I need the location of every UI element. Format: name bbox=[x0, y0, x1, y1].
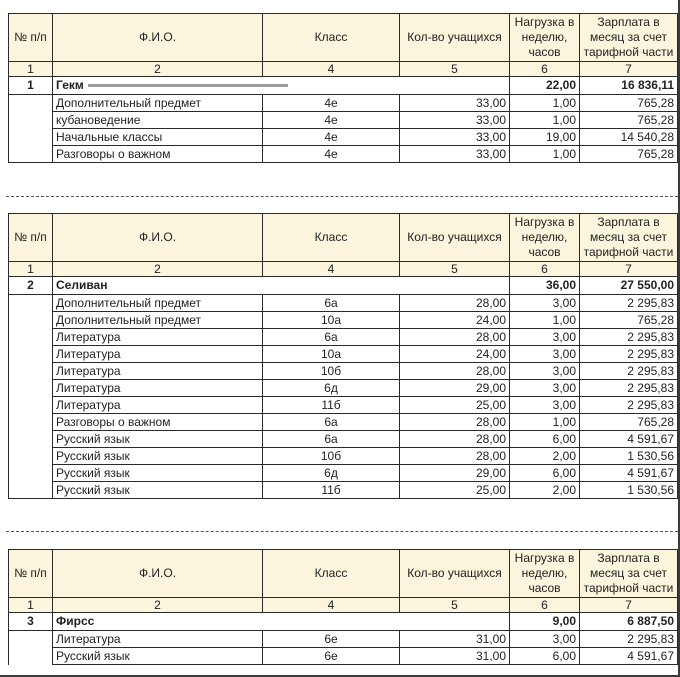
load: 6,00 bbox=[510, 431, 580, 448]
students: 28,00 bbox=[400, 363, 510, 380]
load: 1,00 bbox=[510, 95, 580, 112]
klass: 6а bbox=[263, 414, 400, 431]
header-load: Нагрузка в неделю, часов bbox=[510, 14, 580, 62]
load: 3,00 bbox=[510, 346, 580, 363]
subject: Литература bbox=[53, 346, 263, 363]
table-row bbox=[9, 312, 678, 329]
salary: 765,28 bbox=[580, 146, 678, 163]
salary: 4 591,67 bbox=[580, 431, 678, 448]
teacher-total-salary: 27 550,00 bbox=[580, 277, 678, 295]
klass: 10б bbox=[263, 448, 400, 465]
subject: Начальные классы bbox=[53, 129, 263, 146]
colnum: 2 bbox=[53, 262, 263, 277]
klass: 6а bbox=[263, 431, 400, 448]
table-row bbox=[9, 129, 678, 146]
load: 6,00 bbox=[510, 465, 580, 482]
column-number-row bbox=[9, 262, 678, 277]
table-row bbox=[9, 448, 678, 465]
colnum: 5 bbox=[400, 598, 510, 613]
column-number-row bbox=[9, 62, 678, 77]
klass: 4е bbox=[263, 146, 400, 163]
klass: 4е bbox=[263, 129, 400, 146]
header-fio: Ф.И.О. bbox=[53, 550, 263, 598]
header-klass: Класс bbox=[263, 14, 400, 62]
students: 31,00 bbox=[400, 631, 510, 648]
table-row bbox=[9, 431, 678, 448]
load: 1,00 bbox=[510, 112, 580, 129]
salary-table-1 bbox=[8, 13, 678, 163]
teacher-summary-row bbox=[9, 613, 678, 631]
subject: Русский язык bbox=[53, 482, 263, 499]
table-row bbox=[9, 631, 678, 648]
table-row bbox=[9, 482, 678, 499]
load: 3,00 bbox=[510, 295, 580, 312]
salary: 2 295,83 bbox=[580, 363, 678, 380]
teacher-summary-row bbox=[9, 277, 678, 295]
load: 19,00 bbox=[510, 129, 580, 146]
table-row bbox=[9, 295, 678, 312]
salary: 765,28 bbox=[580, 414, 678, 431]
table-body bbox=[9, 62, 678, 163]
table-row bbox=[9, 465, 678, 482]
teacher-name: Селиван bbox=[56, 278, 108, 292]
students: 31,00 bbox=[400, 648, 510, 665]
students: 28,00 bbox=[400, 448, 510, 465]
teacher-block-3 bbox=[8, 549, 677, 665]
colnum: 6 bbox=[510, 262, 580, 277]
students: 33,00 bbox=[400, 146, 510, 163]
header-klass: Класс bbox=[263, 550, 400, 598]
students: 28,00 bbox=[400, 329, 510, 346]
colnum: 6 bbox=[510, 62, 580, 77]
students: 25,00 bbox=[400, 397, 510, 414]
colnum: 1 bbox=[9, 62, 53, 77]
subject: Русский язык bbox=[53, 448, 263, 465]
students: 28,00 bbox=[400, 295, 510, 312]
subject: Русский язык bbox=[53, 648, 263, 665]
header-salary: Зарплата в месяц за счет тарифной части bbox=[580, 214, 678, 262]
colnum: 2 bbox=[53, 62, 263, 77]
salary-table-2 bbox=[8, 213, 678, 499]
header-salary: Зарплата в месяц за счет тарифной части bbox=[580, 14, 678, 62]
teacher-total-salary: 16 836,11 bbox=[580, 77, 678, 95]
load: 3,00 bbox=[510, 397, 580, 414]
load: 6,00 bbox=[510, 648, 580, 665]
header-klass: Класс bbox=[263, 214, 400, 262]
load: 3,00 bbox=[510, 329, 580, 346]
salary: 4 591,67 bbox=[580, 648, 678, 665]
klass: 6а bbox=[263, 295, 400, 312]
subject: Дополнительный предмет bbox=[53, 312, 263, 329]
colnum: 4 bbox=[263, 262, 400, 277]
header-students: Кол-во учащихся bbox=[400, 14, 510, 62]
subject: Литература bbox=[53, 380, 263, 397]
salary: 2 295,83 bbox=[580, 346, 678, 363]
colnum: 6 bbox=[510, 598, 580, 613]
teacher-name-cell bbox=[53, 77, 510, 95]
subject: Литература bbox=[53, 329, 263, 346]
salary: 765,28 bbox=[580, 312, 678, 329]
students: 29,00 bbox=[400, 380, 510, 397]
students: 24,00 bbox=[400, 312, 510, 329]
header-fio: Ф.И.О. bbox=[53, 214, 263, 262]
salary: 2 295,83 bbox=[580, 329, 678, 346]
subject: кубановедение bbox=[53, 112, 263, 129]
teacher-total-load: 36,00 bbox=[510, 277, 580, 295]
salary: 2 295,83 bbox=[580, 631, 678, 648]
load: 3,00 bbox=[510, 363, 580, 380]
salary: 4 591,67 bbox=[580, 465, 678, 482]
teacher-block-2 bbox=[8, 213, 677, 499]
teacher-name: Гекм bbox=[56, 78, 84, 92]
table-row bbox=[9, 346, 678, 363]
colnum: 7 bbox=[580, 262, 678, 277]
table-row bbox=[9, 397, 678, 414]
table-row bbox=[9, 648, 678, 665]
colnum: 4 bbox=[263, 598, 400, 613]
table-body bbox=[9, 598, 678, 665]
salary: 2 295,83 bbox=[580, 380, 678, 397]
header-row bbox=[9, 14, 678, 62]
students: 28,00 bbox=[400, 431, 510, 448]
header-load: Нагрузка в неделю, часов bbox=[510, 550, 580, 598]
header-row bbox=[9, 214, 678, 262]
header-salary: Зарплата в месяц за счет тарифной части bbox=[580, 550, 678, 598]
teacher-block-1 bbox=[8, 13, 677, 163]
table-row bbox=[9, 95, 678, 112]
colnum: 5 bbox=[400, 262, 510, 277]
load: 1,00 bbox=[510, 414, 580, 431]
colnum: 2 bbox=[53, 598, 263, 613]
subject: Русский язык bbox=[53, 465, 263, 482]
salary: 765,28 bbox=[580, 95, 678, 112]
header-row bbox=[9, 550, 678, 598]
teacher-name-cell bbox=[53, 277, 510, 295]
column-number-row bbox=[9, 598, 678, 613]
table-row bbox=[9, 112, 678, 129]
subject: Литература bbox=[53, 363, 263, 380]
redaction-mark bbox=[88, 84, 288, 87]
teacher-number: 2 bbox=[9, 277, 53, 295]
table-row bbox=[9, 363, 678, 380]
klass: 4е bbox=[263, 112, 400, 129]
page-separator bbox=[6, 196, 678, 197]
students: 24,00 bbox=[400, 346, 510, 363]
salary: 14 540,28 bbox=[580, 129, 678, 146]
table-row bbox=[9, 329, 678, 346]
klass: 6е bbox=[263, 648, 400, 665]
klass: 6д bbox=[263, 380, 400, 397]
teacher-name-cell bbox=[53, 613, 510, 631]
table-body bbox=[9, 262, 678, 499]
page-separator bbox=[6, 531, 678, 532]
students: 33,00 bbox=[400, 112, 510, 129]
subject: Литература bbox=[53, 397, 263, 414]
salary: 1 530,56 bbox=[580, 482, 678, 499]
subject: Разговоры о важном bbox=[53, 146, 263, 163]
salary: 2 295,83 bbox=[580, 295, 678, 312]
colnum: 7 bbox=[580, 598, 678, 613]
colnum: 7 bbox=[580, 62, 678, 77]
header-fio: Ф.И.О. bbox=[53, 14, 263, 62]
header-students: Кол-во учащихся bbox=[400, 550, 510, 598]
klass: 10а bbox=[263, 346, 400, 363]
subject: Литература bbox=[53, 631, 263, 648]
teacher-summary-row bbox=[9, 77, 678, 95]
klass: 6е bbox=[263, 631, 400, 648]
salary: 1 530,56 bbox=[580, 448, 678, 465]
colnum: 4 bbox=[263, 62, 400, 77]
load: 3,00 bbox=[510, 380, 580, 397]
klass: 11б bbox=[263, 397, 400, 414]
klass: 10а bbox=[263, 312, 400, 329]
subject: Дополнительный предмет bbox=[53, 95, 263, 112]
salary-table-3 bbox=[8, 549, 678, 665]
table-row bbox=[9, 380, 678, 397]
header-num: № п/п bbox=[9, 214, 53, 262]
salary: 765,28 bbox=[580, 112, 678, 129]
subject: Дополнительный предмет bbox=[53, 295, 263, 312]
students: 33,00 bbox=[400, 95, 510, 112]
teacher-number: 3 bbox=[9, 613, 53, 631]
klass: 10б bbox=[263, 363, 400, 380]
colnum: 1 bbox=[9, 262, 53, 277]
klass: 6д bbox=[263, 465, 400, 482]
colnum: 1 bbox=[9, 598, 53, 613]
header-num: № п/п bbox=[9, 550, 53, 598]
table-row bbox=[9, 414, 678, 431]
load: 2,00 bbox=[510, 482, 580, 499]
colnum: 5 bbox=[400, 62, 510, 77]
students: 33,00 bbox=[400, 129, 510, 146]
klass: 11б bbox=[263, 482, 400, 499]
load: 1,00 bbox=[510, 312, 580, 329]
table-row bbox=[9, 146, 678, 163]
load: 3,00 bbox=[510, 631, 580, 648]
load: 2,00 bbox=[510, 448, 580, 465]
subject: Русский язык bbox=[53, 431, 263, 448]
teacher-total-load: 9,00 bbox=[510, 613, 580, 631]
salary: 2 295,83 bbox=[580, 397, 678, 414]
teacher-total-load: 22,00 bbox=[510, 77, 580, 95]
students: 29,00 bbox=[400, 465, 510, 482]
klass: 6а bbox=[263, 329, 400, 346]
load: 1,00 bbox=[510, 146, 580, 163]
header-load: Нагрузка в неделю, часов bbox=[510, 214, 580, 262]
header-num: № п/п bbox=[9, 14, 53, 62]
klass: 4е bbox=[263, 95, 400, 112]
header-students: Кол-во учащихся bbox=[400, 214, 510, 262]
teacher-total-salary: 6 887,50 bbox=[580, 613, 678, 631]
teacher-name: Фирсс bbox=[56, 614, 95, 628]
subject: Разговоры о важном bbox=[53, 414, 263, 431]
teacher-number: 1 bbox=[9, 77, 53, 95]
students: 25,00 bbox=[400, 482, 510, 499]
students: 28,00 bbox=[400, 414, 510, 431]
